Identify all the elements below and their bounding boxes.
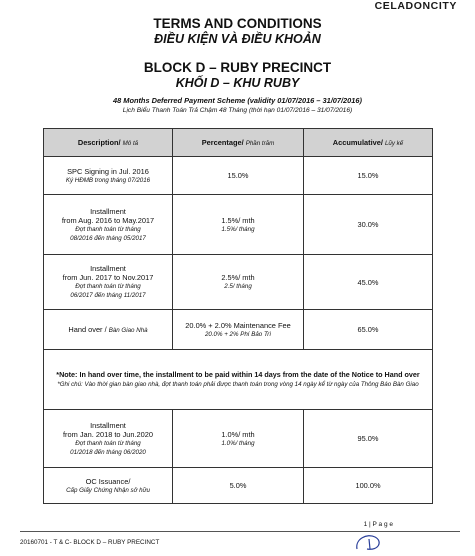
percentage-cell: 2.5%/ mth 2.5/ tháng [173, 255, 304, 310]
percentage-cell: 1.0%/ mth 1.0%/ tháng [173, 410, 304, 468]
accumulative-cell: 15.0% [304, 157, 433, 195]
description-cell: SPC Signing in Jul. 2016 Ký HĐMB trong tháng 07/2016 [44, 157, 173, 195]
title-vi: ĐIỀU KIỆN VÀ ĐIỀU KHOẢN [154, 32, 321, 46]
scheme-en: 48 Months Deferred Payment Scheme (validity 01/07/2016 – 31/07/2016) [113, 96, 362, 105]
table-row [44, 468, 433, 504]
accumulative-cell: 45.0% [304, 255, 433, 310]
table-row [44, 195, 433, 255]
description-cell: Installment from Aug. 2016 to May.2017 Đợt thanh toán từ tháng 08/2016 đến tháng 05/2017 [44, 195, 173, 255]
footer-divider [20, 531, 460, 532]
brand-logo-text: CELADONCITY [374, 0, 457, 12]
description-cell: Installment from Jun. 2017 to Nov.2017 Đợt thanh toán từ tháng 06/2017 đến tháng 11/2017 [44, 255, 173, 310]
note-cell [44, 350, 433, 410]
description-cell: Installment from Jan. 2018 to Jun.2020 Đợt thanh toán từ tháng 01/2018 đến tháng 06/2020 [44, 410, 173, 468]
title-en: TERMS AND CONDITIONS [153, 16, 322, 31]
table-row [44, 310, 433, 350]
footer-text: 20160701 - T & C- BLOCK D – RUBY PRECINCT [20, 539, 160, 546]
percentage-cell: 15.0% [173, 157, 304, 195]
accumulative-cell: 30.0% [304, 195, 433, 255]
table-row [44, 410, 433, 468]
header-percentage: Percentage/ Phần trăm [173, 129, 304, 157]
scheme-vi: Lịch Biểu Thanh Toán Trả Chậm 48 Tháng (thời hạn 01/07/2016 – 31/07/2016) [122, 107, 353, 114]
note-en: *Note: In hand over time, the installment to be paid within 14 days from the date of the Notice to Hand over [56, 370, 420, 379]
percentage-cell: 20.0% + 2.0% Maintenance Fee 20.0% + 2% Phí Bảo Trì [173, 310, 304, 350]
header-accumulative: Accumulative/ Lũy kế [304, 129, 433, 157]
accumulative-cell: 100.0% [304, 468, 433, 504]
description-cell: OC Issuance/ Cấp Giấy Chứng Nhận sở hữu [44, 468, 173, 504]
description-cell: Hand over / Bàn Giao Nhà [44, 310, 173, 350]
signature-mark-icon [353, 531, 387, 556]
header-description: Description/ Mô tả [44, 129, 173, 157]
page-number: 1 | P a g e [363, 521, 393, 528]
table-row [44, 255, 433, 310]
scheme-heading [0, 96, 475, 115]
table-header-row [44, 129, 433, 157]
block-title-en: BLOCK D – RUBY PRECINCT [143, 60, 332, 75]
accumulative-cell: 65.0% [304, 310, 433, 350]
title-block [0, 16, 475, 91]
accumulative-cell: 95.0% [304, 410, 433, 468]
note-vi: *Ghi chú: Vào thời gian bàn giao nhà, đợt thanh toán phải được thanh toán trong vòng 14 ngày kể từ ngày của Thông Báo Bàn Giao [57, 381, 419, 388]
payment-schedule-table [43, 128, 433, 504]
percentage-cell: 5.0% [173, 468, 304, 504]
percentage-cell: 1.5%/ mth 1.5%/ tháng [173, 195, 304, 255]
note-row [44, 350, 433, 410]
table-row [44, 157, 433, 195]
block-title-vi: KHỐI D – KHU RUBY [175, 76, 300, 90]
